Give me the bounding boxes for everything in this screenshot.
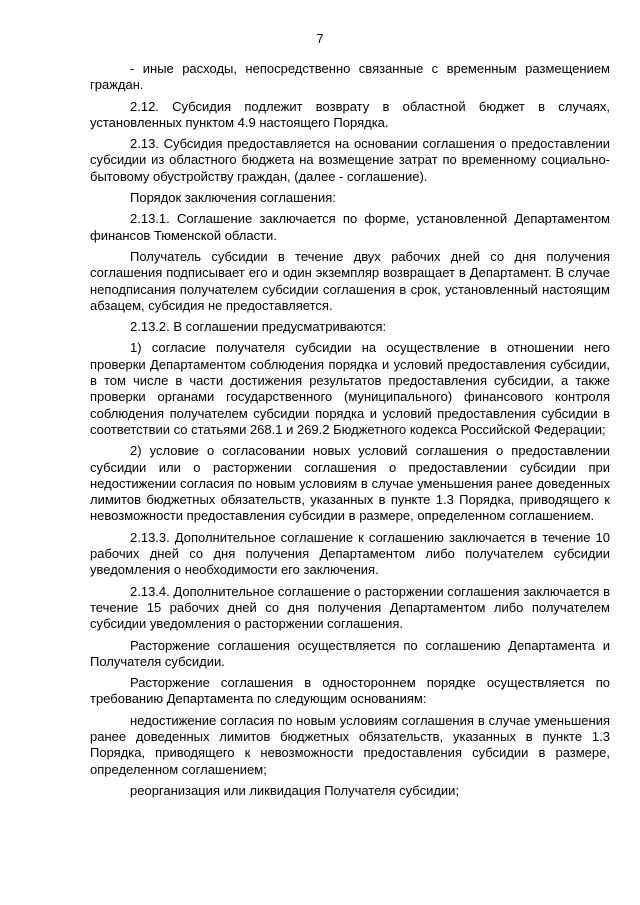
paragraph-2-13-4: 2.13.4. Дополнительное соглашение о расторжении соглашения заключается в течение 15 рабочих дней со дня получения Департаментом либо получателем субсидии уведомления о расторжении соглашения.: [90, 583, 610, 632]
paragraph-ground-reorganization: реорганизация или ликвидация Получателя субсидии;: [130, 782, 460, 798]
paragraph-2-13: 2.13. Субсидия предоставляется на основании соглашения о предоставлении субсидии из областного бюджета на возмещение затрат по временному социально-бытовому обустройству граждан, (далее - соглашение).: [90, 136, 610, 184]
paragraph-agreement-procedure: Порядок заключения соглашения:: [130, 190, 336, 206]
paragraph-other-expenses: - иные расходы, непосредственно связанные с временным размещением граждан.: [90, 61, 610, 93]
paragraph-termination-by-agreement: Расторжение соглашения осуществляется по соглашению Департамента и Получателя субсидии.: [90, 637, 610, 669]
document-body: [90, 61, 610, 804]
paragraph-signing: Получатель субсидии в течение двух рабочих дней со дня получения соглашения подписывает его и один экземпляр возвращает в Департамент. В случае неподписания получателем субсидии соглашения в срок, установленный настоящим абзацем, субсидия не предоставляется.: [90, 248, 610, 313]
paragraph-2-13-3: 2.13.3. Дополнительное соглашение к соглашению заключается в течение 10 рабочих дней со дня получения Департаментом либо получателем субсидии уведомления о необходимости его заключения.: [90, 529, 610, 578]
paragraph-ground-no-agreement: недостижение согласия по новым условиям соглашения в случае уменьшения ранее доведенных лимитов бюджетных обязательств, указанных в пункте 1.3 Порядка, приводящего к невозможности предоставления субсидии в размере, определенном соглашением;: [90, 712, 610, 777]
paragraph-2-13-1: 2.13.1. Соглашение заключается по форме, установленной Департаментом финансов Тюменской области.: [90, 211, 610, 243]
page-number: 7: [316, 31, 324, 46]
paragraph-2-12: 2.12. Субсидия подлежит возврату в областной бюджет в случаях, установленных пунктом 4.9 настоящего Порядка.: [90, 98, 610, 130]
paragraph-item-2: 2) условие о согласовании новых условий соглашения о предоставлении субсидии или о расторжении соглашения о предоставлении субсидии при недостижении согласия по новым условиям в случае уменьшения ранее доведенных лимитов бюджетных обязательств, указанных в пункте 1.3 Порядка, приводящего к невозможности предоставления субсидии в размере, определенном соглашением.: [90, 443, 610, 524]
paragraph-unilateral-termination: Расторжение соглашения в одностороннем порядке осуществляется по требованию Департамента по следующим основаниям:: [90, 675, 610, 707]
paragraph-item-1: 1) согласие получателя субсидии на осуществление в отношении него проверки Департаментом соблюдения порядка и условий предоставления субсидии, в том числе в части достижения результатов предоставления субсидии, а также проверки органами государственного (муниципального) финансового контроля соблюдения получателем субсидии порядка и условий предоставления субсидии в соответствии со статьями 268.1 и 269.2 Бюджетного кодекса Российской Федерации;: [90, 340, 610, 437]
paragraph-2-13-2: 2.13.2. В соглашении предусматриваются:: [130, 319, 387, 335]
